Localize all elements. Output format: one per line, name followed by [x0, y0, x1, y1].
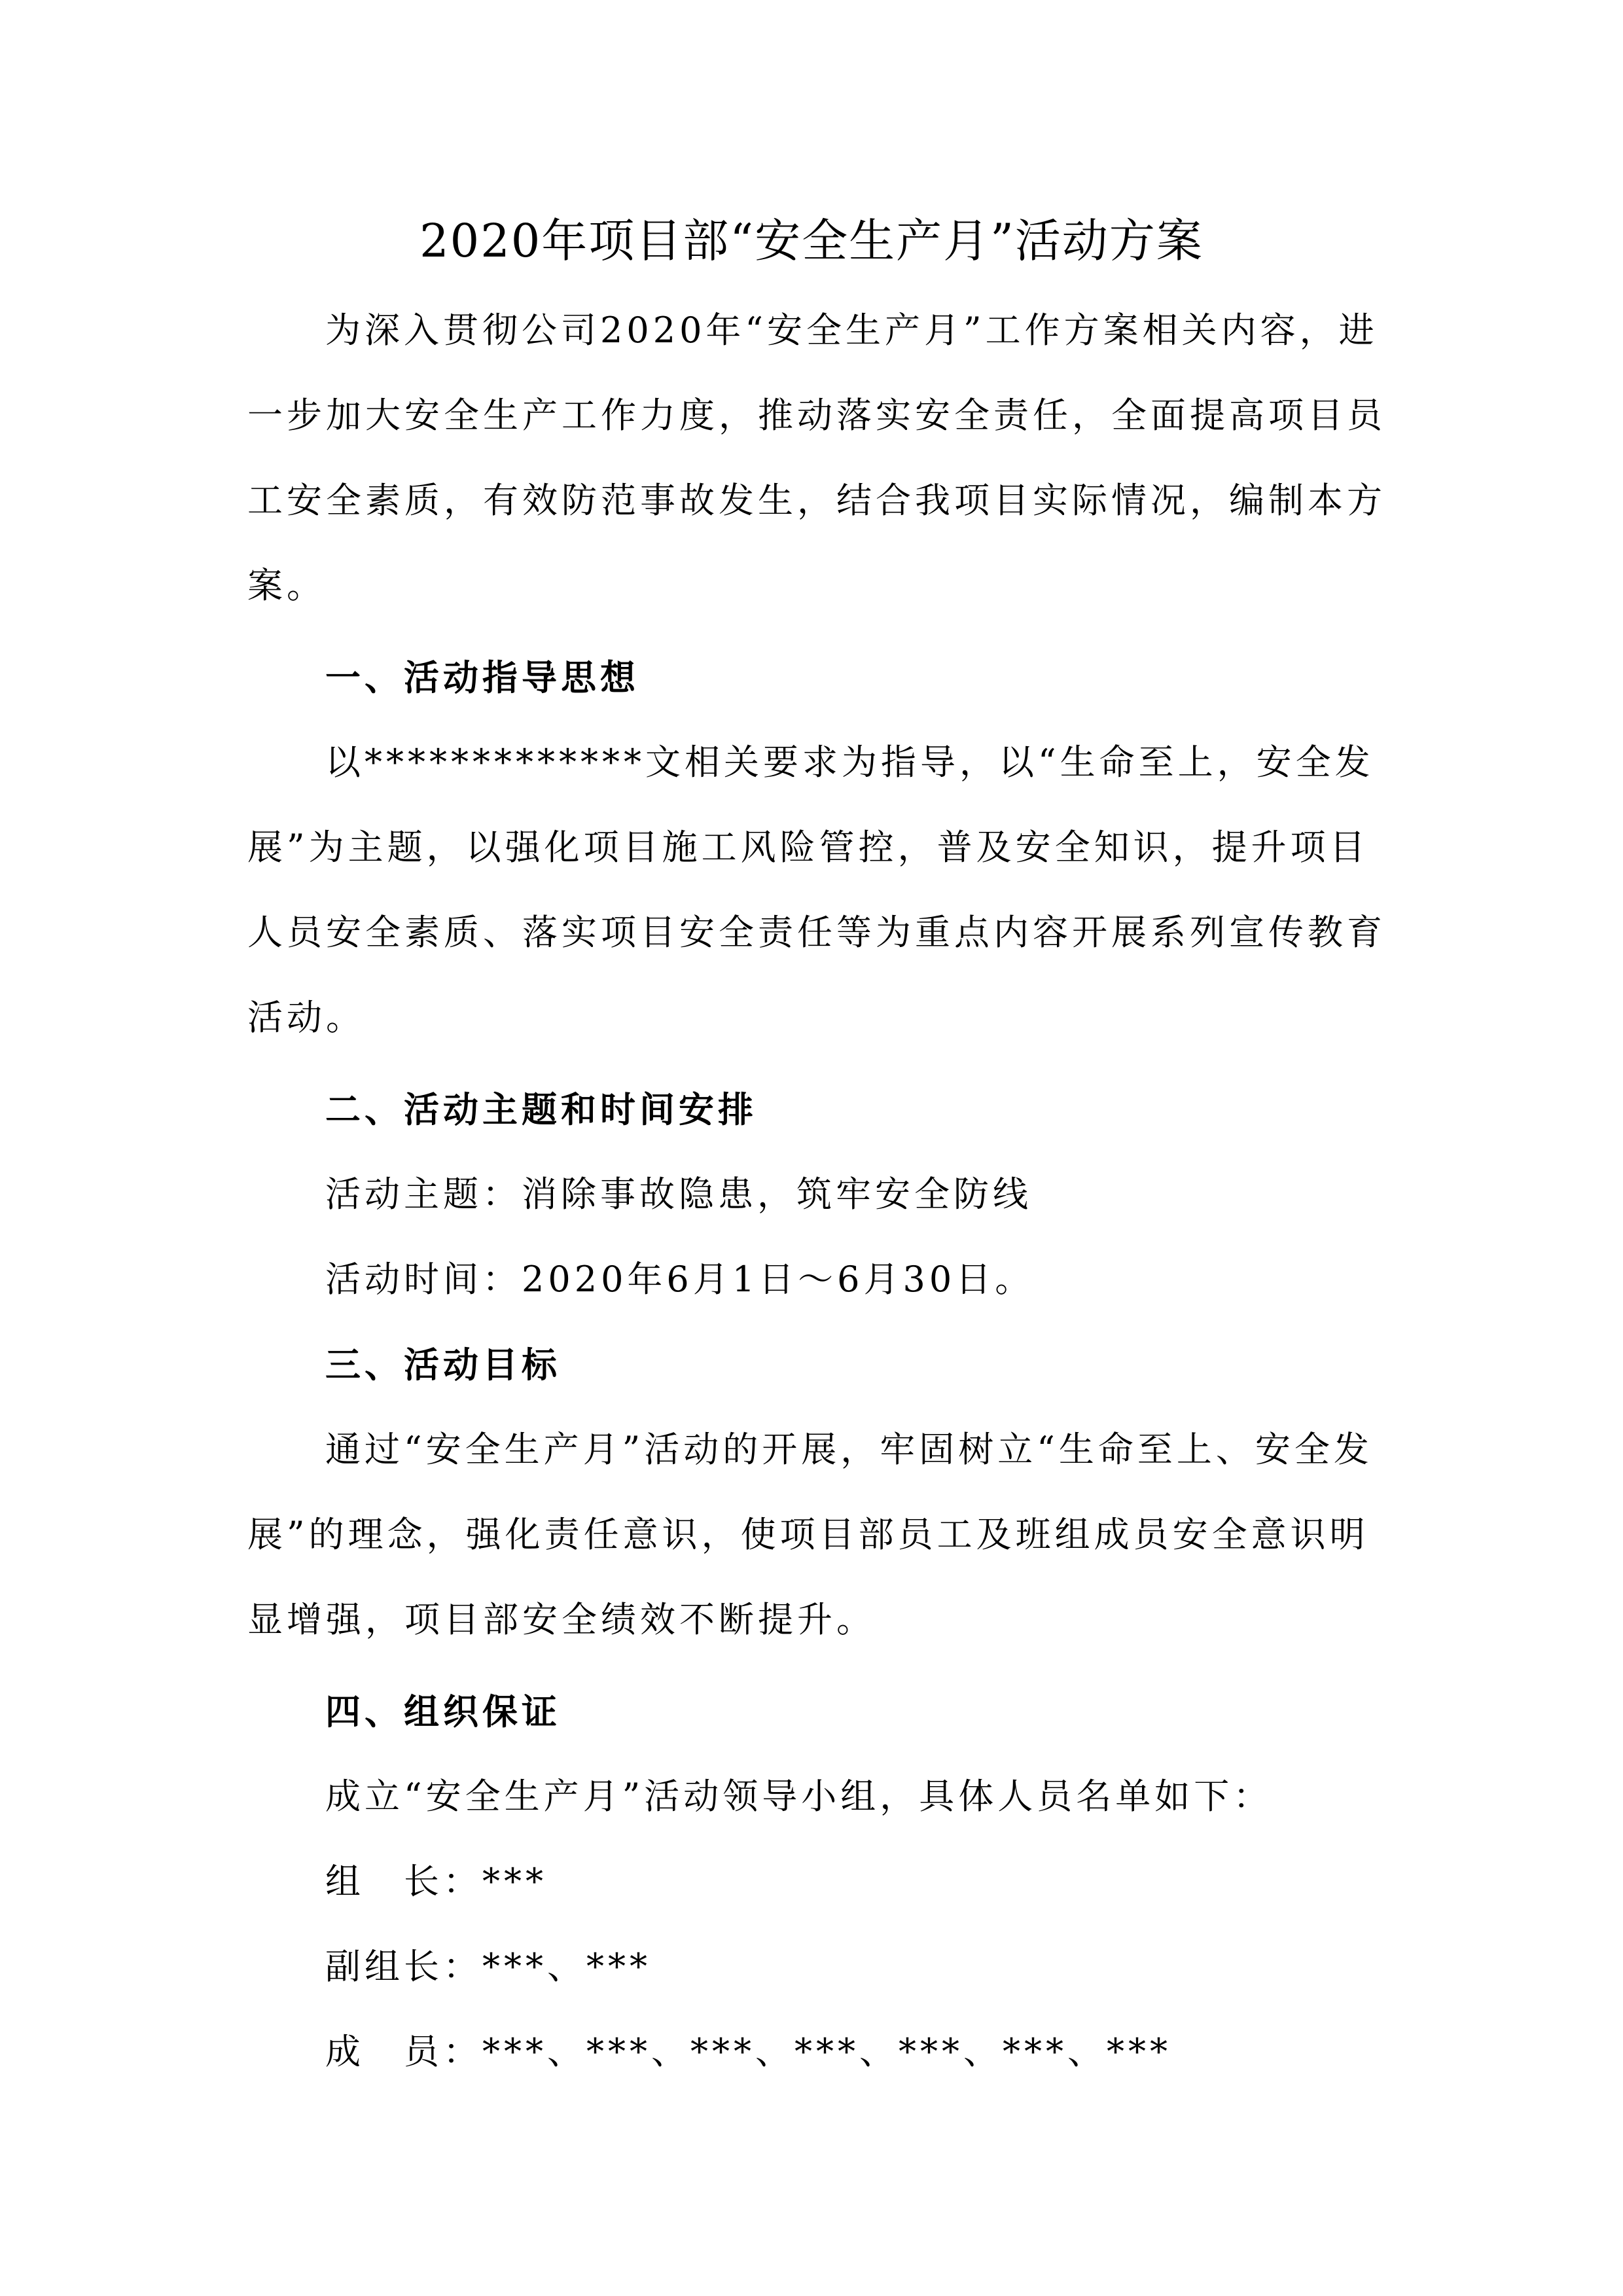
section-heading-guiding-thought: 一、活动指导思想: [325, 656, 639, 698]
section-heading-goals: 三、活动目标: [325, 1344, 561, 1386]
activity-theme-line: 活动主题：消除事故隐患，筑牢安全防线: [325, 1174, 1032, 1215]
deputy-leader-line: 副组长：***、***: [325, 1946, 651, 1987]
section-heading-organization: 四、组织保证: [325, 1691, 561, 1732]
document-title: 2020年项目部“安全生产月”活动方案: [419, 214, 1204, 268]
organization-intro-line: 成立“安全生产月”活动领导小组，具体人员名单如下：: [325, 1776, 1273, 1817]
section-heading-theme-schedule: 二、活动主题和时间安排: [325, 1088, 757, 1130]
team-leader-line: 组 长：***: [325, 1861, 547, 1902]
members-line: 成 员：***、***、***、***、***、***、***: [325, 2031, 1171, 2072]
intro-paragraph: 为深入贯彻公司2020年“安全生产月”工作方案相关内容，进一步加大安全生产工作力度，推动落实安全责任，全面提高项目员工安全素质，有效防范事故发生，结合我项目实际情况，编制本方案。: [247, 310, 1386, 606]
section-body-goals: 通过“安全生产月”活动的开展，牢固树立“生命至上、安全发展”的理念，强化责任意识，使项目部员工及班组成员安全意识明显增强，项目部安全绩效不断提升。: [247, 1429, 1373, 1640]
section-body-guiding-thought: 以*************文相关要求为指导，以“生命至上，安全发展”为主题，以强化项目施工风险管控，普及安全知识，提升项目人员安全素质、落实项目安全责任等为重点内容开展系列宣传教育活动。: [247, 742, 1386, 1038]
activity-time-line: 活动时间：2020年6月1日～6月30日。: [325, 1259, 1035, 1300]
